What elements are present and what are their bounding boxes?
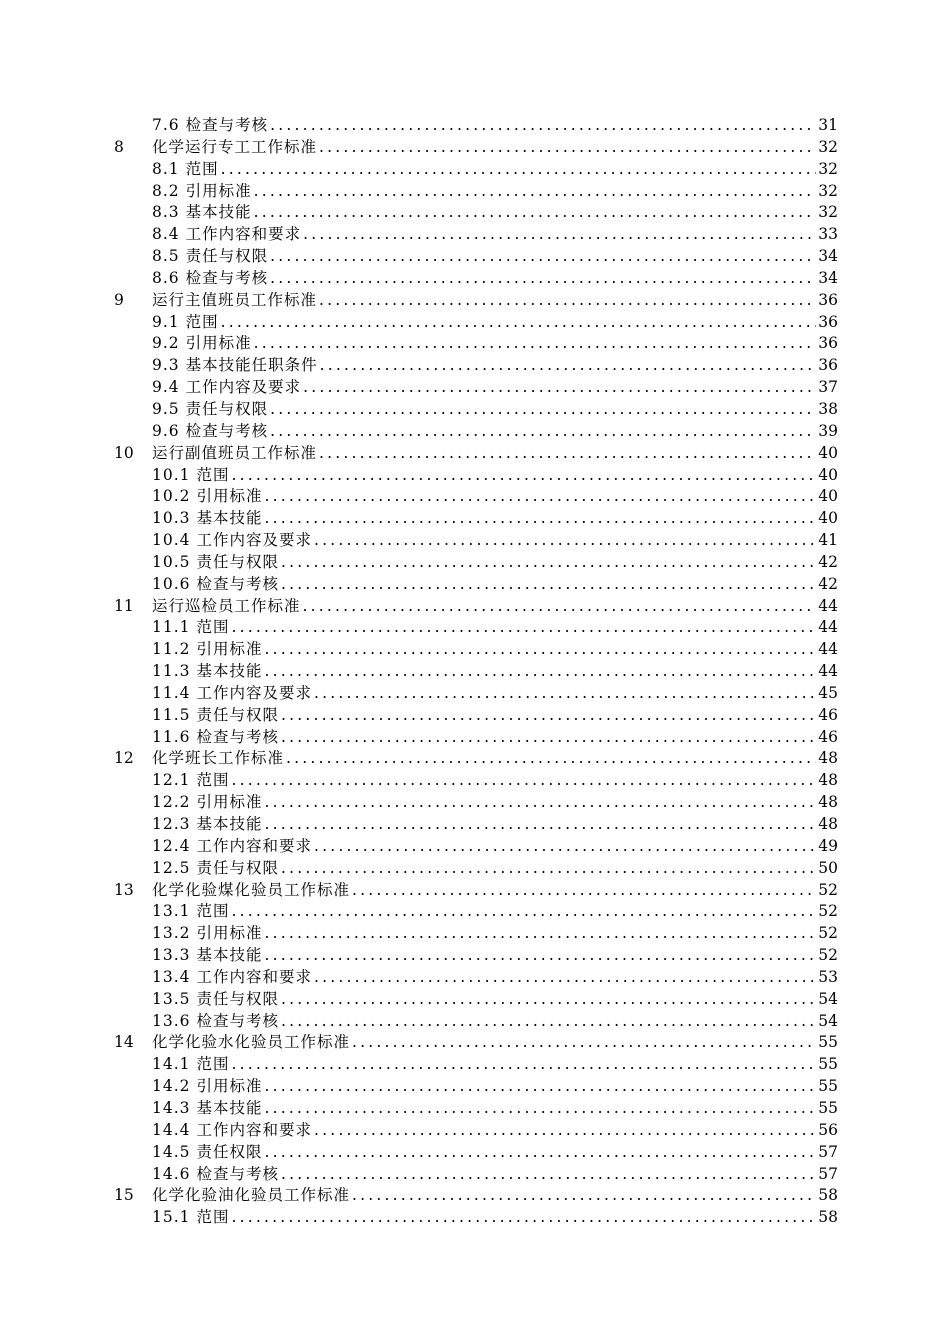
toc-entry-title: 化学化验油化验员工作标准 bbox=[152, 1186, 351, 1205]
toc-entry-title: 15.1 范围 bbox=[152, 1208, 230, 1227]
dot-leader bbox=[231, 1054, 816, 1076]
toc-section-entry[interactable] bbox=[114, 312, 838, 334]
toc-entry-line bbox=[152, 923, 838, 945]
toc-section-entry[interactable] bbox=[114, 1098, 838, 1120]
toc-entry-line bbox=[152, 159, 838, 181]
toc-chapter-entry[interactable] bbox=[114, 880, 838, 902]
toc-entry-title: 14.2 引用标准 bbox=[152, 1077, 263, 1096]
toc-entry-title: 14.4 工作内容和要求 bbox=[152, 1120, 312, 1139]
toc-section-entry[interactable] bbox=[114, 1207, 838, 1229]
toc-entry-line bbox=[152, 333, 838, 355]
toc-entry-line bbox=[152, 137, 838, 159]
toc-entry-title: 13.2 引用标准 bbox=[152, 924, 263, 943]
dot-leader bbox=[231, 617, 816, 639]
dot-leader bbox=[352, 880, 816, 902]
toc-entry-title: 13.1 范围 bbox=[152, 902, 230, 921]
toc-page-number: 38 bbox=[818, 399, 838, 418]
toc-entry-line bbox=[152, 552, 838, 574]
toc-page-number: 32 bbox=[818, 203, 838, 222]
toc-page-number: 56 bbox=[818, 1120, 838, 1139]
toc-entry-line bbox=[152, 443, 838, 465]
toc-section-entry[interactable] bbox=[114, 727, 838, 749]
toc-page-number: 44 bbox=[818, 596, 838, 615]
toc-entry-line bbox=[152, 508, 838, 530]
toc-entry-line bbox=[152, 181, 838, 203]
toc-entry-title: 10.2 引用标准 bbox=[152, 487, 263, 506]
toc-section-entry[interactable] bbox=[114, 836, 838, 858]
toc-section-entry[interactable] bbox=[114, 1054, 838, 1076]
dot-leader bbox=[319, 443, 816, 465]
dot-leader bbox=[264, 486, 816, 508]
toc-page-number: 40 bbox=[818, 465, 838, 484]
toc-entry-line bbox=[152, 355, 838, 377]
toc-entry-line bbox=[152, 574, 838, 596]
toc-page-number: 42 bbox=[818, 552, 838, 571]
toc-entry-line bbox=[152, 661, 838, 683]
dot-leader bbox=[281, 1011, 816, 1033]
toc-entry-title: 运行副值班员工作标准 bbox=[152, 443, 318, 462]
toc-page-number: 48 bbox=[818, 749, 838, 768]
toc-page-number: 53 bbox=[818, 967, 838, 986]
toc-entry-line bbox=[152, 814, 838, 836]
dot-leader bbox=[352, 1185, 816, 1207]
dot-leader bbox=[264, 508, 816, 530]
toc-chapter-number: 15 bbox=[114, 1186, 134, 1205]
toc-page-number: 36 bbox=[818, 312, 838, 331]
toc-page-number: 52 bbox=[818, 946, 838, 965]
toc-page-number: 57 bbox=[818, 1164, 838, 1183]
toc-entry-title: 8.4 工作内容和要求 bbox=[152, 225, 302, 244]
toc-entry-title: 11.2 引用标准 bbox=[152, 640, 263, 659]
toc-section-entry[interactable] bbox=[114, 530, 838, 552]
dot-leader bbox=[314, 836, 816, 858]
dot-leader bbox=[314, 967, 816, 989]
toc-section-entry[interactable] bbox=[114, 202, 838, 224]
toc-page-number: 32 bbox=[818, 159, 838, 178]
toc-page-number: 52 bbox=[818, 902, 838, 921]
toc-entry-line bbox=[152, 967, 838, 989]
dot-leader bbox=[281, 989, 816, 1011]
toc-section-entry[interactable] bbox=[114, 159, 838, 181]
toc-entry-title: 7.6 检查与考核 bbox=[152, 116, 269, 134]
dot-leader bbox=[254, 202, 817, 224]
toc-section-entry[interactable] bbox=[114, 1011, 838, 1033]
toc-chapter-entry[interactable] bbox=[114, 137, 838, 159]
toc-entry-title: 9.4 工作内容及要求 bbox=[152, 378, 302, 397]
toc-section-entry[interactable] bbox=[114, 967, 838, 989]
dot-leader bbox=[264, 1142, 816, 1164]
dot-leader bbox=[270, 246, 816, 268]
toc-chapter-number: 14 bbox=[114, 1033, 134, 1052]
dot-leader bbox=[270, 115, 816, 137]
toc-entry-line bbox=[152, 945, 838, 967]
toc-page-number: 33 bbox=[818, 225, 838, 244]
toc-entry-title: 9.1 范围 bbox=[152, 312, 219, 331]
toc-entry-line bbox=[152, 1164, 838, 1186]
dot-leader bbox=[264, 1098, 816, 1120]
toc-section-entry[interactable] bbox=[114, 355, 838, 377]
toc-chapter-entry[interactable] bbox=[114, 290, 838, 312]
toc-page-number: 36 bbox=[818, 334, 838, 353]
toc-entry-line bbox=[152, 1054, 838, 1076]
toc-chapter-number: 12 bbox=[114, 749, 134, 768]
toc-entry-line bbox=[152, 901, 838, 923]
toc-page-number: 55 bbox=[818, 1098, 838, 1117]
toc-entry-line bbox=[152, 1032, 838, 1054]
toc-page-number: 31 bbox=[818, 116, 838, 134]
dot-leader bbox=[320, 355, 817, 377]
toc-entry-line bbox=[152, 989, 838, 1011]
toc-section-entry[interactable] bbox=[114, 421, 838, 443]
toc-chapter-number: 10 bbox=[114, 443, 134, 462]
toc-page-number: 48 bbox=[818, 771, 838, 790]
toc-entry-line bbox=[152, 268, 838, 290]
toc-entry-line bbox=[152, 486, 838, 508]
dot-leader bbox=[319, 137, 816, 159]
toc-page-number: 36 bbox=[818, 356, 838, 375]
toc-chapter-entry[interactable] bbox=[114, 1185, 838, 1207]
toc-entry-title: 9.2 引用标准 bbox=[152, 334, 252, 353]
toc-entry-line bbox=[152, 399, 838, 421]
toc-entry-line bbox=[152, 1098, 838, 1120]
toc-entry-line bbox=[152, 683, 838, 705]
toc-entry-line bbox=[152, 530, 838, 552]
toc-entry-title: 13.5 责任与权限 bbox=[152, 989, 279, 1008]
toc-entry-title: 8.5 责任与权限 bbox=[152, 247, 269, 266]
toc-section-entry[interactable] bbox=[114, 705, 838, 727]
toc-entry-title: 9.5 责任与权限 bbox=[152, 399, 269, 418]
toc-page-number: 34 bbox=[818, 268, 838, 287]
toc-section-entry[interactable] bbox=[114, 617, 838, 639]
dot-leader bbox=[281, 1164, 816, 1186]
dot-leader bbox=[281, 858, 816, 880]
toc-entry-line bbox=[152, 115, 838, 137]
toc-entry-line bbox=[152, 1076, 838, 1098]
toc-entry-title: 10.3 基本技能 bbox=[152, 509, 263, 528]
toc-section-entry[interactable] bbox=[114, 465, 838, 487]
toc-entry-line bbox=[152, 748, 838, 770]
dot-leader bbox=[221, 159, 817, 181]
toc-chapter-number: 8 bbox=[114, 137, 124, 156]
toc-entry-title: 11.6 检查与考核 bbox=[152, 727, 279, 746]
toc-page-number: 57 bbox=[818, 1142, 838, 1161]
dot-leader bbox=[231, 770, 816, 792]
dot-leader bbox=[303, 377, 816, 399]
toc-entry-line bbox=[152, 639, 838, 661]
dot-leader bbox=[281, 727, 816, 749]
toc-page-number: 55 bbox=[818, 1033, 838, 1052]
toc-entry-line bbox=[152, 596, 838, 618]
toc-entry-title: 8.1 范围 bbox=[152, 159, 219, 178]
dot-leader bbox=[231, 465, 816, 487]
toc-page-number: 37 bbox=[818, 378, 838, 397]
toc-chapter-entry[interactable] bbox=[114, 443, 838, 465]
toc-entry-line bbox=[152, 880, 838, 902]
toc-entry-title: 12.1 范围 bbox=[152, 771, 230, 790]
toc-entry-title: 10.4 工作内容及要求 bbox=[152, 531, 312, 550]
toc-section-entry[interactable] bbox=[114, 814, 838, 836]
toc-entry-title: 12.4 工作内容和要求 bbox=[152, 836, 312, 855]
toc-section-entry[interactable] bbox=[114, 1120, 838, 1142]
toc-page-number: 40 bbox=[818, 443, 838, 462]
toc-section-entry[interactable] bbox=[114, 333, 838, 355]
toc-entry-title: 化学化验煤化验员工作标准 bbox=[152, 880, 351, 899]
toc-chapter-entry[interactable] bbox=[114, 748, 838, 770]
toc-entry-title: 8.2 引用标准 bbox=[152, 181, 252, 200]
toc-page-number: 46 bbox=[818, 727, 838, 746]
dot-leader bbox=[281, 574, 816, 596]
toc-page-number: 52 bbox=[818, 880, 838, 899]
toc-entry-line bbox=[152, 617, 838, 639]
toc-section-entry[interactable] bbox=[114, 486, 838, 508]
toc-section-entry[interactable] bbox=[114, 923, 838, 945]
toc-section-entry[interactable] bbox=[114, 377, 838, 399]
toc-page-number: 41 bbox=[818, 531, 838, 550]
toc-entry-line bbox=[152, 836, 838, 858]
toc-page-number: 48 bbox=[818, 793, 838, 812]
dot-leader bbox=[314, 683, 816, 705]
toc-section-entry[interactable] bbox=[114, 552, 838, 574]
toc-page-number: 36 bbox=[818, 290, 838, 309]
dot-leader bbox=[264, 639, 816, 661]
toc-entry-title: 13.6 检查与考核 bbox=[152, 1011, 279, 1030]
toc-chapter-number: 9 bbox=[114, 290, 124, 309]
toc-section-entry[interactable] bbox=[114, 224, 838, 246]
toc-entry-title: 12.3 基本技能 bbox=[152, 815, 263, 833]
toc-page-number: 54 bbox=[818, 989, 838, 1008]
dot-leader bbox=[314, 530, 816, 552]
toc-section-entry[interactable] bbox=[114, 858, 838, 880]
toc-section-entry[interactable] bbox=[114, 683, 838, 705]
dot-leader bbox=[264, 814, 816, 836]
toc-page-number: 34 bbox=[818, 247, 838, 266]
toc-page-number: 42 bbox=[818, 574, 838, 593]
toc-page-number: 58 bbox=[818, 1208, 838, 1227]
toc-section-entry[interactable] bbox=[114, 399, 838, 421]
toc-entry-line bbox=[152, 1185, 838, 1207]
dot-leader bbox=[264, 792, 816, 814]
toc-entry-title: 化学运行专工工作标准 bbox=[152, 137, 318, 156]
toc-section-entry[interactable] bbox=[114, 268, 838, 290]
toc-page-number: 55 bbox=[818, 1077, 838, 1096]
toc-section-entry[interactable] bbox=[114, 989, 838, 1011]
toc-entry-title: 9.6 检查与考核 bbox=[152, 421, 269, 440]
toc-entry-title: 14.1 范围 bbox=[152, 1055, 230, 1074]
toc-chapter-number: 13 bbox=[114, 880, 134, 899]
toc-page-number: 52 bbox=[818, 924, 838, 943]
dot-leader bbox=[270, 399, 816, 421]
dot-leader bbox=[303, 224, 816, 246]
toc-section-entry[interactable] bbox=[114, 1142, 838, 1164]
toc-entry-line bbox=[152, 224, 838, 246]
toc-entry-title: 10.1 范围 bbox=[152, 465, 230, 484]
dot-leader bbox=[303, 596, 817, 618]
toc-entry-line bbox=[152, 246, 838, 268]
toc-entry-title: 10.6 检查与考核 bbox=[152, 574, 279, 593]
toc-entry-title: 运行主值班员工作标准 bbox=[152, 290, 318, 309]
toc-entry-line bbox=[152, 377, 838, 399]
toc-entry-line bbox=[152, 858, 838, 880]
toc-chapter-number: 11 bbox=[114, 596, 134, 615]
toc-entry-title: 11.1 范围 bbox=[152, 618, 230, 637]
toc-section-entry[interactable] bbox=[114, 508, 838, 530]
toc-entry-line bbox=[152, 290, 838, 312]
toc-section-entry[interactable] bbox=[114, 1076, 838, 1098]
toc-entry-title: 14.6 检查与考核 bbox=[152, 1164, 279, 1183]
toc-page-number: 44 bbox=[818, 662, 838, 681]
toc-entry-title: 13.3 基本技能 bbox=[152, 946, 263, 965]
toc-entry-line bbox=[152, 705, 838, 727]
dot-leader bbox=[281, 705, 816, 727]
toc-section-entry[interactable] bbox=[114, 1164, 838, 1186]
toc-page-number: 58 bbox=[818, 1186, 838, 1205]
toc-page-number: 50 bbox=[818, 858, 838, 877]
toc-entry-title: 8.6 检查与考核 bbox=[152, 268, 269, 287]
toc-entry-title: 12.5 责任与权限 bbox=[152, 858, 279, 877]
toc-section-entry[interactable] bbox=[114, 901, 838, 923]
dot-leader bbox=[314, 1120, 816, 1142]
toc-page-number: 54 bbox=[818, 1011, 838, 1030]
toc-entry-title: 化学化验水化验员工作标准 bbox=[152, 1033, 351, 1052]
dot-leader bbox=[319, 290, 816, 312]
dot-leader bbox=[254, 333, 817, 355]
toc-entry-title: 9.3 基本技能任职条件 bbox=[152, 356, 318, 375]
dot-leader bbox=[286, 748, 816, 770]
toc-section-entry[interactable] bbox=[114, 181, 838, 203]
toc-entry-title: 14.5 责任权限 bbox=[152, 1142, 263, 1161]
toc-chapter-entry[interactable] bbox=[114, 596, 838, 618]
toc-section-entry[interactable] bbox=[114, 574, 838, 596]
dot-leader bbox=[264, 1076, 816, 1098]
toc-entry-title: 10.5 责任与权限 bbox=[152, 552, 279, 571]
toc-entry-line bbox=[152, 312, 838, 334]
toc-page-number: 48 bbox=[818, 815, 838, 833]
toc-section-entry[interactable] bbox=[114, 792, 838, 814]
toc-page-number: 40 bbox=[818, 487, 838, 506]
table-of-contents bbox=[114, 115, 838, 1229]
toc-page-number: 39 bbox=[818, 421, 838, 440]
toc-entry-title: 11.5 责任与权限 bbox=[152, 705, 279, 724]
dot-leader bbox=[221, 312, 817, 334]
toc-section-entry[interactable] bbox=[114, 661, 838, 683]
toc-entry-line bbox=[152, 421, 838, 443]
toc-entry-title: 14.3 基本技能 bbox=[152, 1098, 263, 1117]
toc-entry-line bbox=[152, 770, 838, 792]
toc-page-number: 44 bbox=[818, 640, 838, 659]
toc-page-number: 40 bbox=[818, 509, 838, 528]
dot-leader bbox=[264, 945, 816, 967]
toc-entry-line bbox=[152, 1011, 838, 1033]
toc-entry-line bbox=[152, 1142, 838, 1164]
toc-entry-title: 13.4 工作内容和要求 bbox=[152, 967, 312, 986]
toc-entry-title: 8.3 基本技能 bbox=[152, 203, 252, 222]
dot-leader bbox=[264, 661, 816, 683]
dot-leader bbox=[231, 901, 816, 923]
toc-page-number: 49 bbox=[818, 836, 838, 855]
toc-entry-line bbox=[152, 1207, 838, 1229]
toc-entry-line bbox=[152, 1120, 838, 1142]
toc-page-number: 32 bbox=[818, 137, 838, 156]
toc-section-entry[interactable] bbox=[114, 770, 838, 792]
toc-page-number: 32 bbox=[818, 181, 838, 200]
toc-section-entry[interactable] bbox=[114, 115, 838, 137]
dot-leader bbox=[254, 181, 817, 203]
toc-entry-line bbox=[152, 202, 838, 224]
toc-entry-title: 11.4 工作内容及要求 bbox=[152, 683, 312, 702]
toc-entry-line bbox=[152, 727, 838, 749]
toc-page-number: 55 bbox=[818, 1055, 838, 1074]
dot-leader bbox=[231, 1207, 816, 1229]
toc-section-entry[interactable] bbox=[114, 945, 838, 967]
toc-section-entry[interactable] bbox=[114, 246, 838, 268]
toc-entry-title: 12.2 引用标准 bbox=[152, 793, 263, 812]
dot-leader bbox=[270, 268, 816, 290]
toc-entry-title: 运行巡检员工作标准 bbox=[152, 596, 301, 615]
toc-page-number: 46 bbox=[818, 705, 838, 724]
dot-leader bbox=[281, 552, 816, 574]
toc-entry-line bbox=[152, 465, 838, 487]
toc-entry-line bbox=[152, 792, 838, 814]
toc-entry-title: 化学班长工作标准 bbox=[152, 749, 285, 768]
toc-chapter-entry[interactable] bbox=[114, 1032, 838, 1054]
toc-entry-title: 11.3 基本技能 bbox=[152, 662, 263, 681]
toc-page-number: 44 bbox=[818, 618, 838, 637]
toc-page-number: 45 bbox=[818, 683, 838, 702]
dot-leader bbox=[264, 923, 816, 945]
dot-leader bbox=[270, 421, 816, 443]
toc-section-entry[interactable] bbox=[114, 639, 838, 661]
dot-leader bbox=[352, 1032, 816, 1054]
